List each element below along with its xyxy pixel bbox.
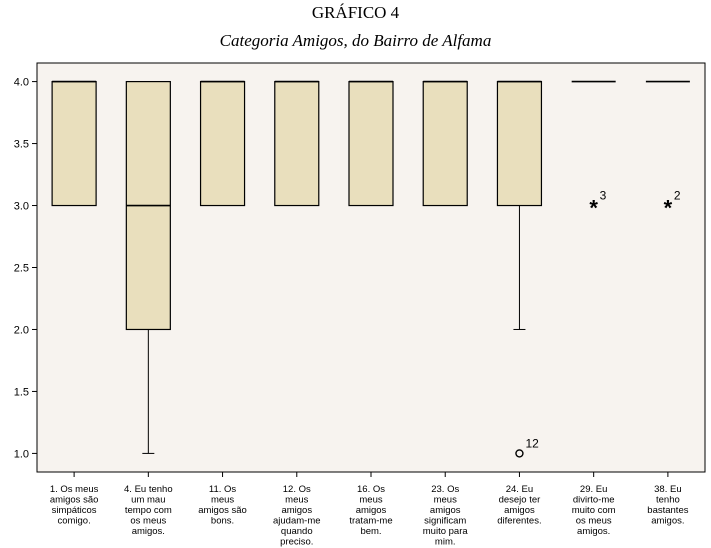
box [201, 82, 245, 206]
x-category-label [572, 484, 616, 537]
x-category-label-line: divirto-me [572, 494, 615, 506]
outlier-star: * [589, 195, 598, 221]
x-category-label-line: os meus [130, 515, 167, 527]
outlier-label: 3 [599, 188, 607, 203]
y-tick-label: 3.5 [13, 138, 29, 151]
x-category-label-line: 4. Eu tenho [124, 484, 173, 495]
x-category-label-line: bastantes [647, 505, 689, 516]
x-category-label-line: diferentes. [497, 515, 542, 527]
x-category-label [198, 484, 247, 527]
y-tick-label: 3.0 [13, 200, 29, 213]
x-category-label-line: 11. Os [208, 484, 237, 495]
x-category-label-line: meus [433, 494, 457, 506]
x-category-label-line: 23. Os [431, 484, 460, 495]
x-category-label-line: tratam-me [349, 515, 393, 527]
x-category-label-line: amigos [355, 505, 387, 516]
x-category-label-line: significam [424, 515, 467, 527]
x-category-label-line: 29. Eu [579, 484, 608, 495]
x-category-label-line: muito para [422, 526, 468, 537]
x-category-label-line: desejo ter [498, 494, 541, 506]
x-category-label-line: bons. [210, 515, 235, 527]
x-category-label-line: bem. [360, 526, 382, 537]
y-tick-label: 2.5 [13, 262, 29, 275]
x-category-label [497, 484, 541, 527]
x-category-label [349, 484, 392, 537]
x-category-label-line: tenho [655, 494, 680, 506]
x-category-label [647, 484, 688, 527]
x-category-label-line: 1. Os meus [49, 484, 99, 495]
x-category-label-line: amigos. [131, 526, 165, 537]
x-category-label-line: amigos são [198, 505, 247, 516]
y-tick-label: 4.0 [13, 76, 29, 89]
x-category-label-line: 38. Eu [654, 484, 682, 495]
x-category-label-line: quando [280, 526, 313, 537]
x-category-label-line: meus [359, 494, 383, 506]
y-tick-label: 1.0 [13, 448, 29, 461]
x-category-label-line: amigos. [577, 526, 611, 537]
x-category-label-line: amigos [281, 505, 313, 516]
outlier-label: 12 [525, 436, 539, 451]
x-category-label [124, 484, 173, 537]
x-category-label [423, 484, 469, 548]
x-category-label-line: 24. Eu [505, 484, 534, 495]
box [52, 82, 96, 206]
x-category-label-line: preciso. [280, 536, 314, 548]
x-category-label [50, 484, 99, 527]
outlier-label: 2 [673, 188, 681, 203]
x-category-label-line: muito com [571, 505, 616, 516]
box [423, 82, 467, 206]
x-category-label-line: tempo com [124, 505, 172, 516]
outlier-star: * [663, 195, 673, 221]
x-category-label-line: amigos [429, 505, 461, 516]
chart-subtitle: Categoria Amigos, do Bairro de Alfama [219, 31, 492, 50]
x-category-label [273, 484, 321, 548]
x-category-label-line: meus [285, 494, 309, 506]
x-category-label-line: ajudam-me [273, 515, 321, 527]
box [275, 82, 319, 206]
x-category-label-line: meus [210, 494, 235, 506]
y-tick-label: 2.0 [13, 324, 29, 337]
x-category-label-line: simpáticos [51, 505, 97, 516]
chart-title: GRÁFICO 4 [311, 3, 400, 22]
x-category-label-line: 16. Os [357, 484, 385, 495]
x-category-label-line: amigos são [49, 494, 99, 506]
box [497, 82, 541, 206]
x-category-label-line: 12. Os [282, 484, 311, 495]
x-category-label-line: comigo. [57, 515, 91, 527]
x-category-label-line: amigos. [651, 515, 685, 527]
y-tick-label: 1.5 [13, 386, 29, 399]
x-category-label-line: amigos [504, 505, 535, 516]
x-category-label-line: os meus [575, 515, 612, 527]
x-category-label-line: mim. [434, 536, 456, 548]
x-category-label-line: um mau [131, 494, 166, 506]
box [349, 82, 393, 206]
